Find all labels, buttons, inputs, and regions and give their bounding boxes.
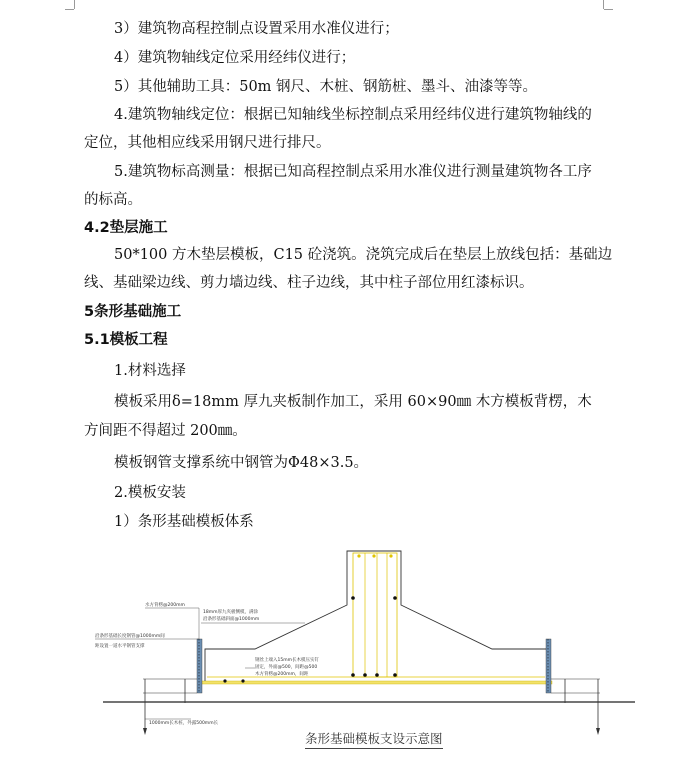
- label-fixing: 固定，外面@500，间距@500: [255, 665, 318, 670]
- text-line: 方间距不得超过 200㎜。: [84, 423, 247, 439]
- label-horizontal-support: 距设置一道水平钢管支撑: [95, 644, 145, 649]
- text-line: 4）建筑物轴线定位采用经纬仪进行；: [114, 50, 356, 66]
- text-line: 5.建筑物标高测量：根据已知高程控制点采用水准仪进行测量建筑物各工序: [114, 164, 592, 180]
- text-line: 的标高。: [84, 192, 142, 208]
- label-keel-spacing: 木方背楞@200mm，间距: [255, 672, 309, 677]
- label-steel-pipe: 沿条形基础长度钢管@1000mm间: [95, 634, 165, 639]
- crop-mark-left: [74, 0, 75, 9]
- label-wood-stake: 1000mm长木桩，外露500mm长: [149, 721, 219, 726]
- crop-mark-right-h: [604, 9, 613, 10]
- text-line: 50*100 方木垫层模板，C15 砼浇筑。浇筑完成后在垫层上放线包括：基础边: [114, 247, 613, 263]
- right-formwork-panel: [546, 639, 551, 693]
- section-heading: 4.2垫层施工: [84, 220, 168, 236]
- left-formwork-panel: [197, 639, 202, 693]
- label-wire-nail: 钢丝上端入15mm长木模压实钉: [255, 658, 319, 663]
- cushion-layer: [199, 681, 552, 684]
- text-line: 1）条形基础模板体系: [114, 514, 254, 530]
- text-line: 3）建筑物高程控制点设置采用水准仪进行；: [114, 21, 399, 37]
- crop-mark-right: [603, 0, 604, 9]
- text-line: 定位，其他相应线采用钢尺进行排尺。: [84, 135, 331, 151]
- text-line: 5）其他辅助工具：50m 钢尺、木桩、钢筋桩、墨斗、油漆等等。: [114, 79, 538, 95]
- text-line: 模板采用δ=18mm 厚九夹板制作加工，采用 60×90㎜ 木方模板背楞，木: [114, 394, 592, 410]
- text-line: 线、基础梁边线、剪力墙边线、柱子边线，其中柱子部位用红漆标识。: [84, 275, 534, 291]
- text-line: 模板钢管支撑系统中钢管为Φ48×3.5。: [114, 455, 369, 471]
- label-side-form: 18mm厚九夹板侧模，满涂: [203, 610, 258, 615]
- formwork-diagram: [95, 543, 640, 748]
- label-wood-keel: 水方背楞@200mm: [145, 603, 185, 608]
- figure-caption: 条形基础模板支设示意图: [305, 729, 443, 749]
- section-heading: 5条形基础施工: [84, 304, 182, 320]
- column-rebar-cage: [353, 553, 397, 677]
- text-line: 2.模板安装: [114, 485, 186, 501]
- crop-mark-left-h: [65, 9, 74, 10]
- text-line: 1.材料选择: [114, 363, 186, 379]
- section-heading: 5.1模板工程: [84, 332, 168, 348]
- text-line: 4.建筑物轴线定位：根据已知轴线坐标控制点采用经纬仪进行建筑物轴线的: [114, 107, 592, 123]
- label-slope-spacing: 沿条形基础斜面@1000mm: [203, 617, 260, 622]
